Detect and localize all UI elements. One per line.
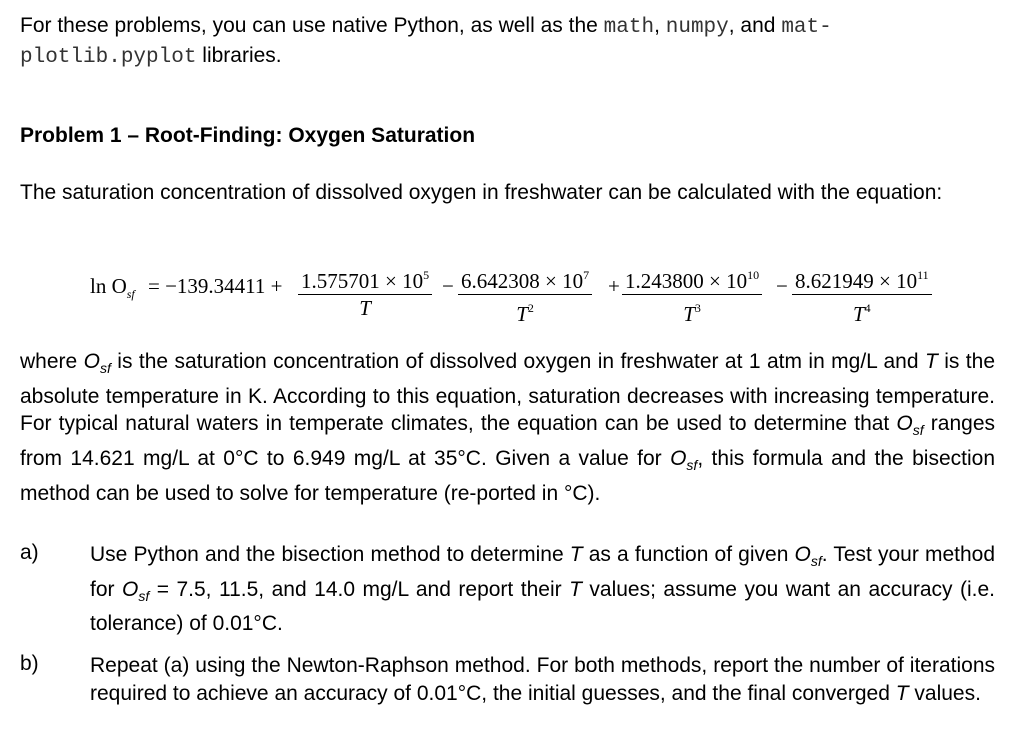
part-a-segment: as a function of given [582, 543, 795, 566]
lib-numpy: numpy [665, 16, 729, 39]
term-2-denominator-exp: 2 [527, 301, 534, 315]
problem-heading: Problem 1 – Root-Finding: Oxygen Saturation [20, 124, 476, 147]
term-1-mantissa: 1.575701 × 10 [301, 269, 424, 293]
where-text: is the absolute temperature in K. According to this equation, saturation decreases with increasing temperature. For typical natural waters in temperate climates, the equation can be used to determine that [20, 350, 996, 436]
equation-term-2 [458, 262, 592, 327]
term-1-denominator-var: T [359, 296, 371, 320]
lib-matplotlib: mat- [781, 16, 832, 39]
equation-constant: = −139.34411 + [148, 274, 283, 298]
term-2-denominator [458, 295, 592, 327]
term-1-numerator [298, 262, 432, 295]
part-b-text [90, 652, 995, 707]
var-o: O [794, 543, 811, 566]
lib-matplotlib: plotlib.pyplot [20, 45, 197, 69]
part-a-label: a) [20, 541, 39, 564]
var-sf: sf [686, 457, 698, 474]
equation-op-2: + [608, 274, 620, 298]
equation-lhs-sub: sf [126, 287, 135, 302]
var-sf: sf [138, 587, 150, 604]
var-sf: sf [810, 553, 822, 570]
part-a-segment: . Test your method for [90, 543, 995, 601]
term-3-mantissa: 1.243800 × 10 [625, 269, 748, 293]
intro-sep: , [654, 14, 666, 37]
oxygen-equation [90, 262, 950, 326]
term-3-denominator-var: T [683, 302, 695, 326]
where-text: , this formula and the bisection method can be used to solve for temperature (re-ported in °C). [20, 446, 995, 505]
description-paragraph: The saturation concentration of dissolved oxygen in freshwater can be calculated with the equation: [20, 181, 943, 204]
term-2-exponent: 7 [583, 268, 590, 282]
equation-lhs-text: ln O [90, 274, 127, 298]
term-1-exponent: 5 [423, 268, 430, 282]
intro-text: For these problems, you can use native Python, as well as the [20, 14, 604, 37]
var-o: O [670, 446, 687, 470]
term-4-denominator-var: T [852, 302, 865, 326]
part-a-text [90, 541, 995, 638]
var-o: O [896, 412, 913, 436]
term-4-exponent: 11 [917, 268, 929, 282]
lib-math: math [603, 16, 655, 39]
part-b-segment: Repeat (a) using the Newton-Raphson method. For both methods, report the number of iterations required to achieve an accuracy of 0.01°C, the initial guesses, and the final converged [90, 654, 995, 705]
equation-term-3 [622, 262, 762, 327]
term-3-exponent: 10 [747, 268, 760, 282]
term-2-numerator [458, 262, 592, 295]
var-sf: sf [912, 422, 924, 439]
where-text: where [20, 350, 84, 373]
var-t: T [569, 543, 583, 566]
part-a-segment: Use Python and the bisection method to determine [90, 543, 570, 566]
term-2-mantissa: 6.642308 × 10 [461, 269, 584, 293]
part-b-label: b) [20, 652, 39, 675]
equation-lhs [90, 274, 135, 302]
term-3-numerator [622, 262, 762, 295]
part-a-segment: values; assume you want an accuracy (i.e. tolerance) of 0.01°C. [90, 577, 995, 636]
var-t: T [895, 681, 909, 705]
var-t: T [924, 350, 938, 373]
term-3-denominator [622, 295, 762, 327]
term-4-denominator-exp: 4 [864, 301, 871, 315]
term-3-denominator-exp: 3 [694, 301, 701, 315]
where-paragraph [20, 348, 995, 507]
part-b-segment: values. [908, 681, 981, 705]
equation-op-3: − [776, 274, 788, 298]
var-o: O [122, 577, 139, 601]
part-a-segment: = 7.5, 11.5, and 14.0 mg/L and report their [149, 577, 570, 601]
equation-term-4 [792, 262, 932, 327]
intro-sep: , and [728, 14, 782, 37]
term-2-denominator-var: T [516, 302, 528, 326]
intro-text: libraries. [196, 43, 282, 67]
intro-paragraph [20, 12, 995, 71]
equation-term-1 [298, 262, 432, 321]
where-text: is the saturation concentration of dissolved oxygen in freshwater at 1 atm in mg/L and [110, 350, 925, 373]
var-o: O [83, 350, 100, 373]
var-sf: sf [99, 360, 111, 377]
term-4-mantissa: 8.621949 × 10 [795, 269, 918, 293]
equation-op-1: − [442, 274, 454, 298]
var-t: T [569, 577, 582, 601]
where-text: ranges from 14.621 mg/L at 0°C to 6.949 mg/L at 35°C. Given a value for [20, 412, 996, 470]
term-4-denominator [792, 295, 932, 327]
term-1-denominator [298, 295, 432, 321]
term-4-numerator [792, 262, 932, 295]
